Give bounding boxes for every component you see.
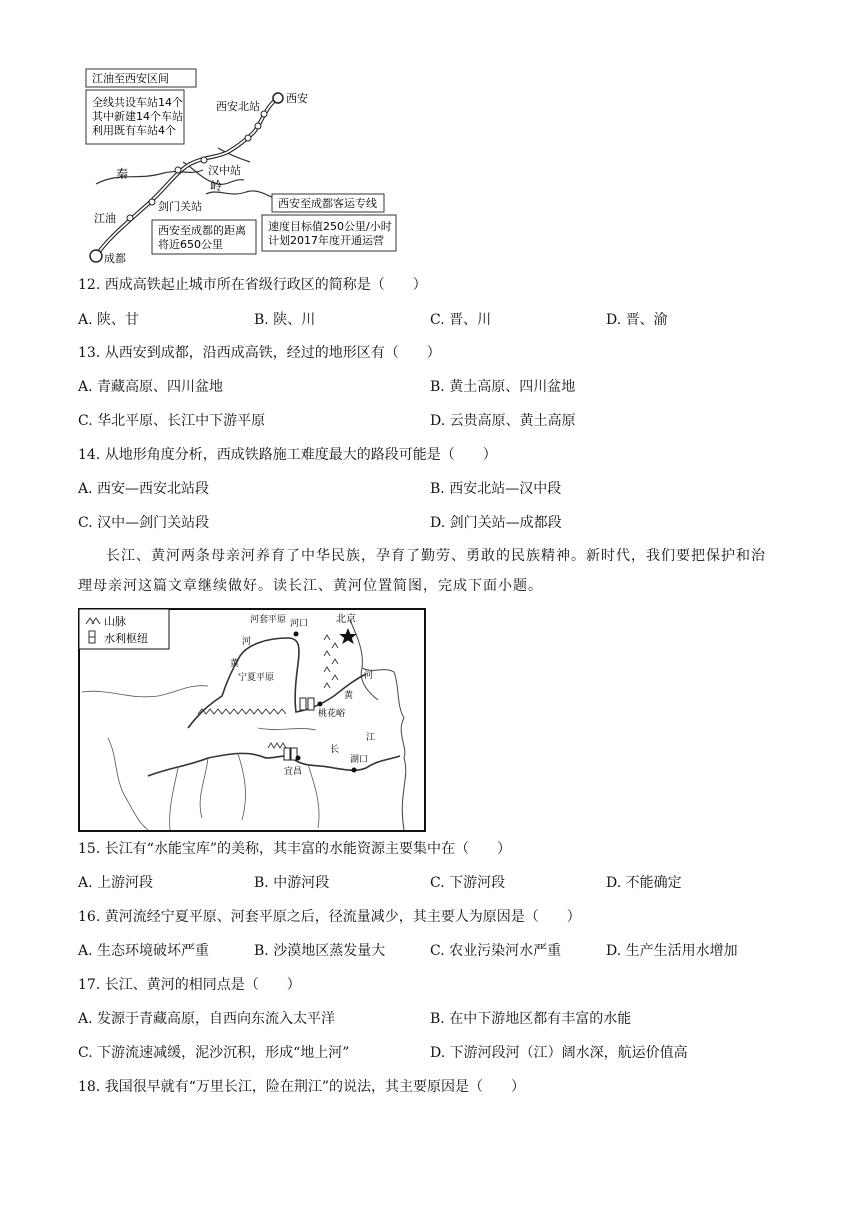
q15-option-d[interactable]: D. 不能确定 xyxy=(606,875,682,891)
q17-option-d[interactable]: D. 下游河段河（江）阔水深，航运价值高 xyxy=(430,1045,688,1061)
label-he2: 河 xyxy=(364,671,374,681)
q12-option-d[interactable]: D. 晋、渝 xyxy=(606,312,668,328)
station-xian-north: 西安北站 xyxy=(216,100,260,113)
q15-option-c[interactable]: C. 下游河段 xyxy=(430,875,506,891)
q13-option-a[interactable]: A. 青藏高原、四川盆地 xyxy=(78,379,224,395)
station-chengdu: 成都 xyxy=(104,252,126,265)
label-he: 河 xyxy=(242,637,252,647)
q15-option-a[interactable]: A. 上游河段 xyxy=(78,875,154,891)
box-title: 江油至西安区间 xyxy=(92,72,169,85)
label-chang: 长 xyxy=(330,745,340,755)
river-map xyxy=(78,608,426,832)
q18-stem: 18. 我国很早就有“万里长江，险在荆江”的说法，其主要原因是（ ） xyxy=(78,1079,526,1095)
q17-option-c[interactable]: C. 下游流速减缓，泥沙沉积，形成“地上河” xyxy=(78,1045,350,1061)
label-hekou: 河口 xyxy=(290,619,309,629)
station-jiangyou: 江油 xyxy=(94,212,116,225)
label-ling: 岭 xyxy=(210,179,223,193)
q12-stem: 12. 西成高铁起止城市所在省级行政区的简称是（ ） xyxy=(78,277,427,293)
label-beijing: 北京 xyxy=(336,614,356,625)
label-huang: 黄 xyxy=(230,659,240,669)
label-qin: 秦 xyxy=(116,167,129,181)
distance-1: 西安至成都的距离 xyxy=(158,224,246,237)
q13-option-c[interactable]: C. 华北平原、长江中下游平原 xyxy=(78,413,266,429)
railway-map xyxy=(78,62,418,270)
station-xian: 西安 xyxy=(286,92,308,105)
box-info-1: 全线共设车站14个 xyxy=(92,96,183,109)
q13-stem: 13. 从西安到成都，沿西成高铁，经过的地形区有（ ） xyxy=(78,345,441,361)
label-hukou: 湖口 xyxy=(350,755,369,765)
q16-stem: 16. 黄河流经宁夏平原、河套平原之后，径流量减少，其主要人为原因是（ ） xyxy=(78,909,581,925)
q17-option-b[interactable]: B. 在中下游地区都有丰富的水能 xyxy=(430,1011,632,1027)
q13-option-d[interactable]: D. 云贵高原、黄土高原 xyxy=(430,413,576,429)
label-hetao: 河套平原 xyxy=(250,615,287,625)
passage-text: 长江、黄河两条母亲河养育了中华民族，孕育了勤劳、勇敢的民族精神。新时代，我们要把保护和治理母亲河这篇文章继续做好。读长江、黄河位置简图，完成下面小题。 xyxy=(78,548,766,594)
legend-mountain: 山脉 xyxy=(104,615,126,628)
q14-option-a[interactable]: A. 西安—西安北站段 xyxy=(78,481,210,497)
legend-dam: 水利枢纽 xyxy=(104,632,148,645)
label-ningxia: 宁夏平原 xyxy=(238,673,275,683)
station-hanzhong: 汉中站 xyxy=(208,164,241,177)
distance-2: 将近650公里 xyxy=(158,238,223,251)
q14-option-b[interactable]: B. 西安北站—汉中段 xyxy=(430,481,562,497)
q16-option-d[interactable]: D. 生产生活用水增加 xyxy=(606,943,738,959)
q14-stem: 14. 从地形角度分析，西成铁路施工难度最大的路段可能是（ ） xyxy=(78,447,497,463)
q12-option-b[interactable]: B. 陕、川 xyxy=(254,312,316,328)
q17-stem: 17. 长江、黄河的相同点是（ ） xyxy=(78,977,301,993)
q16-option-c[interactable]: C. 农业污染河水严重 xyxy=(430,943,562,959)
line-box-title: 西安至成都客运专线 xyxy=(278,197,377,210)
q12-option-c[interactable]: C. 晋、川 xyxy=(430,312,492,328)
q13-option-b[interactable]: B. 黄土高原、四川盆地 xyxy=(430,379,576,395)
q14-option-d[interactable]: D. 剑门关站—成都段 xyxy=(430,515,562,531)
line-info-2: 计划2017年度开通运营 xyxy=(268,234,384,247)
box-info-2: 其中新建14个车站 xyxy=(92,110,183,123)
q12-option-a[interactable]: A. 陕、甘 xyxy=(78,312,140,328)
label-taohuayu: 桃花峪 xyxy=(318,709,346,719)
q15-option-b[interactable]: B. 中游河段 xyxy=(254,875,330,891)
label-jiang: 江 xyxy=(366,733,376,743)
label-yichang: 宜昌 xyxy=(284,767,303,777)
q17-option-a[interactable]: A. 发源于青藏高原，自西向东流入太平洋 xyxy=(78,1011,336,1027)
q16-option-a[interactable]: A. 生态环境破坏严重 xyxy=(78,943,210,959)
q16-option-b[interactable]: B. 沙漠地区蒸发量大 xyxy=(254,943,386,959)
station-jianmenguan: 剑门关站 xyxy=(158,200,202,213)
q15-stem: 15. 长江有“水能宝库”的美称，其丰富的水能资源主要集中在（ ） xyxy=(78,841,512,857)
box-info-3: 利用既有车站4个 xyxy=(92,124,176,137)
line-info-1: 速度目标值250公里/小时 xyxy=(268,220,392,233)
q14-option-c[interactable]: C. 汉中—剑门关站段 xyxy=(78,515,210,531)
label-huang2: 黄 xyxy=(344,691,354,701)
